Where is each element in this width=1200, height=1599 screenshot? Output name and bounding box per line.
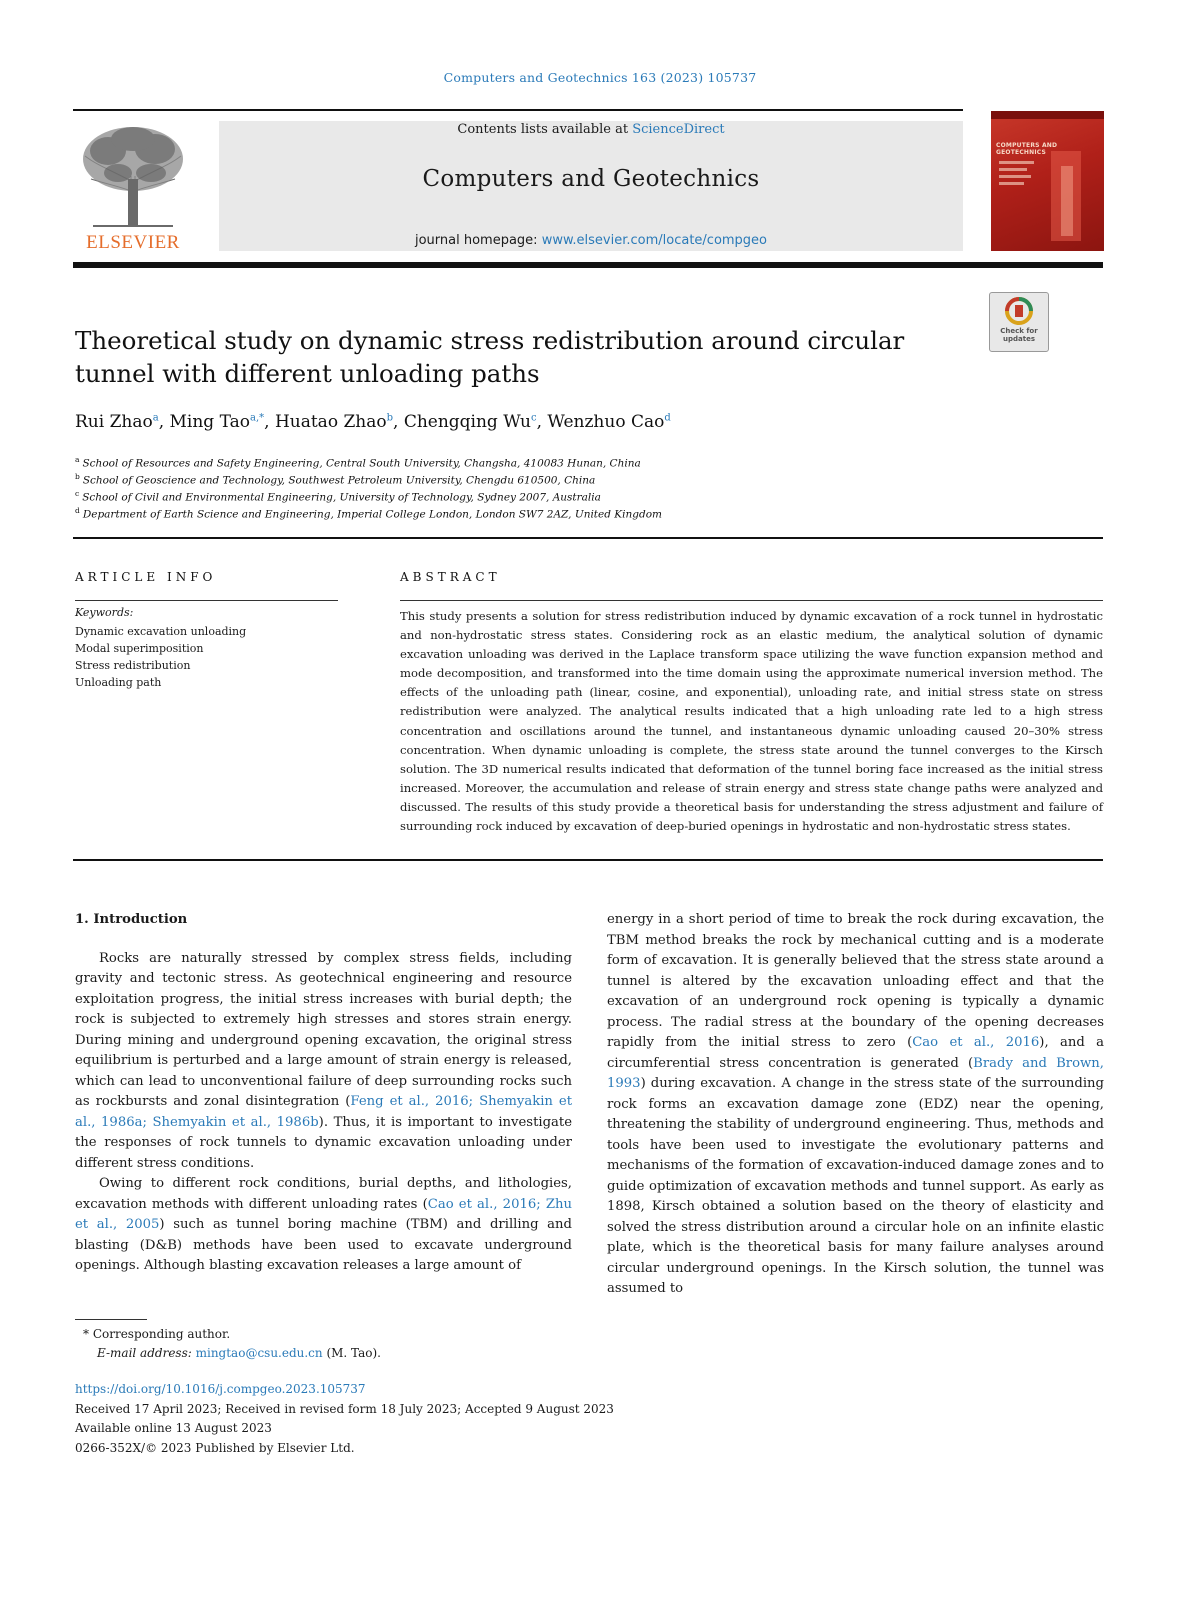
author-name[interactable]: Wenzhuo Cao (547, 412, 665, 432)
available-online: Available online 13 August 2023 (75, 1421, 272, 1435)
affiliation-mark: a (75, 455, 80, 464)
author-name[interactable]: Chengqing Wu (403, 412, 531, 432)
author-name[interactable]: Huatao Zhao (274, 412, 387, 432)
affiliation (75, 472, 1075, 487)
received-dates: Received 17 April 2023; Received in revised form 18 July 2023; Accepted 9 August 2023 (75, 1401, 614, 1416)
doi-link[interactable]: https://doi.org/10.1016/j.compgeo.2023.105737 (75, 1382, 366, 1396)
abstract-rule (400, 600, 1103, 601)
keywords-label: Keywords: (75, 606, 134, 619)
homepage-prefix: journal homepage: (414, 233, 538, 248)
keyword: Stress redistribution (75, 659, 191, 672)
citation-link[interactable]: Cao et al., 2016; Zhu et al., 2005 (75, 1196, 572, 1232)
affiliation (75, 489, 1075, 504)
body-paragraph (607, 910, 1104, 1300)
section-heading: 1. Introduction (75, 912, 188, 927)
author-separator: , (536, 412, 548, 432)
keyword: Modal superimposition (75, 642, 204, 655)
email-link[interactable]: mingtao@csu.edu.cn (195, 1346, 323, 1360)
paragraph-text: energy in a short period of time to break the rock during excavation, the TBM method breaks the rock by mechanical cutting and is a moderate form of excavation. It is generally believed that the stress state around a tunnel is altered by the excavation unloading effect and that the excavation of an underground rock opening is typically a dynamic process. The radial stress at the boundary of the opening decreases rapidly from the initial stress to zero ( (607, 912, 1104, 1050)
journal-reference[interactable]: Computers and Geotechnics 163 (2023) 105737 (443, 70, 757, 85)
contents-line (219, 122, 963, 137)
body-column-right (607, 910, 1104, 1300)
affiliation-mark: b (75, 472, 80, 481)
paragraph-text: ), and a circumferential stress concentration is generated ( (607, 1035, 1104, 1071)
article-info-rule (75, 600, 338, 601)
citation-link[interactable]: Cao et al., 2016 (912, 1035, 1040, 1050)
affiliation-text: School of Resources and Safety Engineering, Central South University, Changsha, 410083 Hunan, China (82, 457, 641, 470)
author-name[interactable]: Rui Zhao (75, 412, 153, 432)
paragraph-text: ) such as tunnel boring machine (TBM) and drilling and blasting (D&B) methods have been used to excavate underground openings. Although blasting excavation releases a large amount of (75, 1217, 572, 1273)
cover-title: COMPUTERS AND GEOTECHNICS (996, 142, 1058, 156)
affiliation-text: Department of Earth Science and Engineering, Imperial College London, London SW7 2AZ, United Kingdom (82, 508, 662, 521)
check-updates-icon (990, 293, 1048, 327)
affiliations-rule (73, 537, 1103, 539)
keyword: Unloading path (75, 676, 162, 689)
abstract-text: This study presents a solution for stress redistribution induced by dynamic excavation of a rock tunnel in hydrostatic and non-hydrostatic stress states. Considering rock as an elastic medium, the analytical solution of dynamic excavation unloading was derived in the Laplace transform space utilizing the wave function expansion method and mode decomposition, and transformed into the time domain using the approximate numerical inversion method. The effects of the unloading path (linear, cosine, and exponential), unloading rate, and initial stress state on stress redistribution were analyzed. The analytical results indicated that a high unloading rate led to a high stress concentration and oscillations around the tunnel, and instantaneous dynamic unloading caused 20–30% stress concentration. When dynamic unloading is complete, the stress state around the tunnel converges to the Kirsch solution. The 3D numerical results indicated that deformation of the tunnel boring face increased as the initial stress increased. Moreover, the accumulation and release of strain energy and stress state change paths were analyzed and discussed. The results of this study provide a theoretical basis for understanding the stress adjustment and failure of surrounding rock induced by excavation of deep-buried openings in hydrostatic and non-hydrostatic stress states. (400, 609, 1103, 834)
homepage-link[interactable]: www.elsevier.com/locate/compgeo (541, 233, 768, 248)
affiliation (75, 506, 1075, 521)
citation-link[interactable]: Brady and Brown, 1993 (607, 1055, 1104, 1091)
author-affiliation-mark[interactable]: d (664, 412, 671, 424)
header-rule-thick (73, 262, 1103, 268)
citation-link[interactable]: Feng et al., 2016; Shemyakin et al., 1986a; Shemyakin et al., 1986b (75, 1094, 572, 1130)
email-suffix: (M. Tao). (322, 1346, 381, 1360)
footnote-rule (75, 1319, 147, 1320)
homepage-line (219, 233, 963, 248)
keyword: Dynamic excavation unloading (75, 625, 247, 638)
body-paragraph (75, 949, 572, 1175)
affiliation-mark: c (75, 489, 80, 498)
email-note (97, 1344, 381, 1362)
body-paragraph (75, 1174, 572, 1277)
author-affiliation-mark[interactable]: b (386, 412, 393, 424)
affiliation-text: School of Geoscience and Technology, Southwest Petroleum University, Chengdu 610500, China (82, 474, 596, 487)
author-separator: , (393, 412, 404, 432)
keywords-list (75, 623, 246, 691)
paragraph-text: ). Thus, it is important to investigate the responses of rock tunnels to dynamic excavation unloading under different stress conditions. (75, 1114, 572, 1171)
journal-cover-image[interactable] (991, 111, 1104, 251)
body-column-left (75, 910, 572, 1277)
sciencedirect-link[interactable]: ScienceDirect (632, 122, 725, 137)
email-label: E-mail address: (97, 1346, 192, 1360)
affiliation (75, 455, 1075, 470)
affiliation-text: School of Civil and Environmental Engineering, University of Technology, Sydney 2007, Australia (82, 491, 601, 504)
author-separator: , (158, 412, 170, 432)
check-updates-label: Check for updates (1000, 327, 1038, 343)
author-affiliation-mark[interactable]: a (152, 412, 159, 424)
publication-info (75, 1380, 614, 1458)
paragraph-text: ) during excavation. A change in the stress state of the surrounding rock forms an excavation damage zone (EDZ) near the opening, threatening the stability of underground engineering. Thus, methods and tools have been used to investigate the evolutionary patterns and mechanisms of the formation of excavation-induced damage zones and to guide optimization of excavation methods and tunnel support. As early as 1898, Kirsch obtained a solution based on the theory of elasticity and solved the stress distribution around a circular hole on an infinite elastic plate, which is the theoretical basis for many failure analyses around circular underground openings. In the Kirsch solution, the tunnel was assumed to (607, 1076, 1104, 1296)
article-info-heading: ARTICLE INFO (75, 570, 217, 584)
author-affiliation-mark[interactable]: c (530, 412, 537, 424)
paragraph-text: Rocks are naturally stressed by complex stress fields, including gravity and tectonic stress. As geotechnical engineering and resource exploitation progress, the initial stress increases with burial depth; the rock is subjected to extremely high stresses and stores strain energy. During mining and underground opening excavation, the original stress equilibrium is perturbed and a large amount of strain energy is released, which can lead to unconventional failure of deep surrounding rocks such as rockbursts and zonal disintegration ( (75, 950, 572, 1109)
abstract-end-rule (73, 859, 1103, 861)
author-separator: , (264, 412, 275, 432)
elsevier-wordmark: ELSEVIER (86, 232, 180, 253)
paragraph-text: Owing to different rock conditions, burial depths, and lithologies, excavation methods with different unloading rates ( (75, 1176, 572, 1212)
author-affiliation-mark[interactable]: a,* (249, 412, 265, 424)
article-title: Theoretical study on dynamic stress redistribution around circular tunnel with different unloading paths (75, 326, 905, 388)
abstract-heading: ABSTRACT (400, 570, 501, 584)
corresponding-author-note: * Corresponding author. (83, 1327, 231, 1341)
affiliation-mark: d (75, 506, 80, 515)
copyright: 0266-352X/© 2023 Published by Elsevier Ltd. (75, 1440, 355, 1455)
check-for-updates-button[interactable] (989, 292, 1049, 352)
author-name[interactable]: Ming Tao (169, 412, 250, 432)
author-list (75, 412, 975, 432)
header-rule-top (73, 109, 963, 111)
journal-name: Computers and Geotechnics (422, 166, 760, 192)
contents-prefix: Contents lists available at (457, 122, 629, 137)
